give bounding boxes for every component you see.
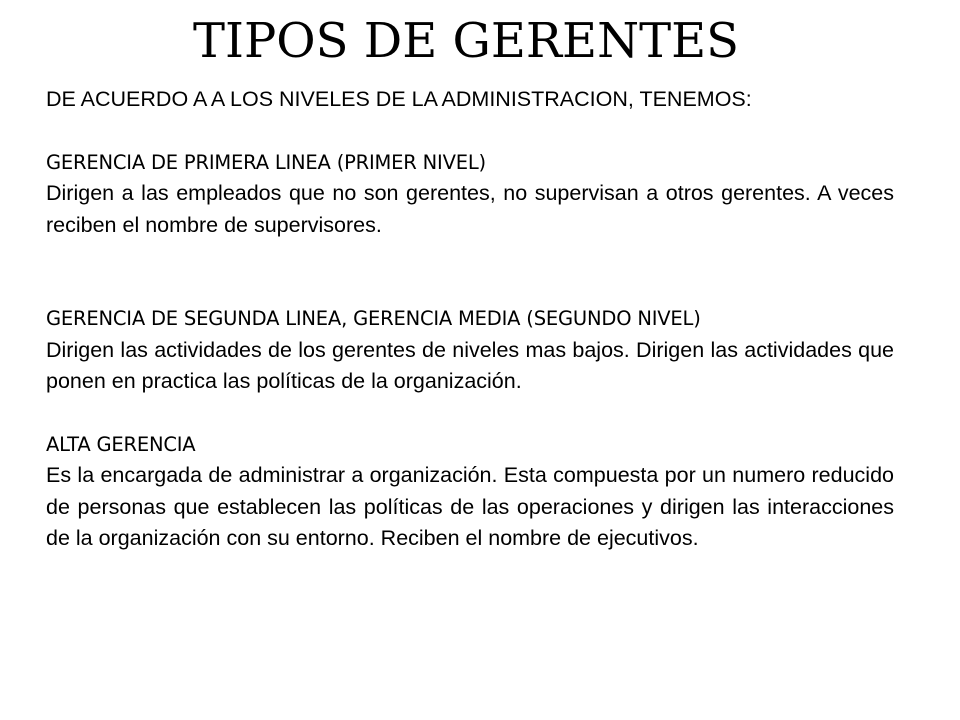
section-heading-top: ALTA GERENCIA: [46, 432, 196, 456]
section-body-middle: Dirigen las actividades de los gerentes de niveles mas bajos. Dirigen las actividades que ponen en practica las políticas de la organización.: [46, 337, 894, 393]
section-body-first-line: Dirigen a las empleados que no son gerentes, no supervisan a otros gerentes. A veces reciben el nombre de supervisores.: [46, 181, 894, 237]
slide-content: [46, 84, 894, 555]
spacer: [46, 241, 894, 303]
section-body-top: Es la encargada de administrar a organización. Esta compuesta por un numero reducido de personas que establecen las políticas de las operaciones y dirigen las interacciones de la organización con su entorno. Reciben el nombre de ejecutivos.: [46, 463, 894, 550]
slide-title: TIPOS DE GERENTES: [192, 13, 740, 69]
spacer: [46, 398, 894, 429]
spacer: [46, 116, 894, 147]
section-heading-middle: GERENCIA DE SEGUNDA LINEA, GERENCIA MEDIA (SEGUNDO NIVEL): [46, 307, 701, 330]
section-heading-first-line: GERENCIA DE PRIMERA LINEA (PRIMER NIVEL): [46, 150, 486, 174]
intro-text: DE ACUERDO A A LOS NIVELES DE LA ADMINISTRACION, TENEMOS:: [46, 87, 752, 111]
